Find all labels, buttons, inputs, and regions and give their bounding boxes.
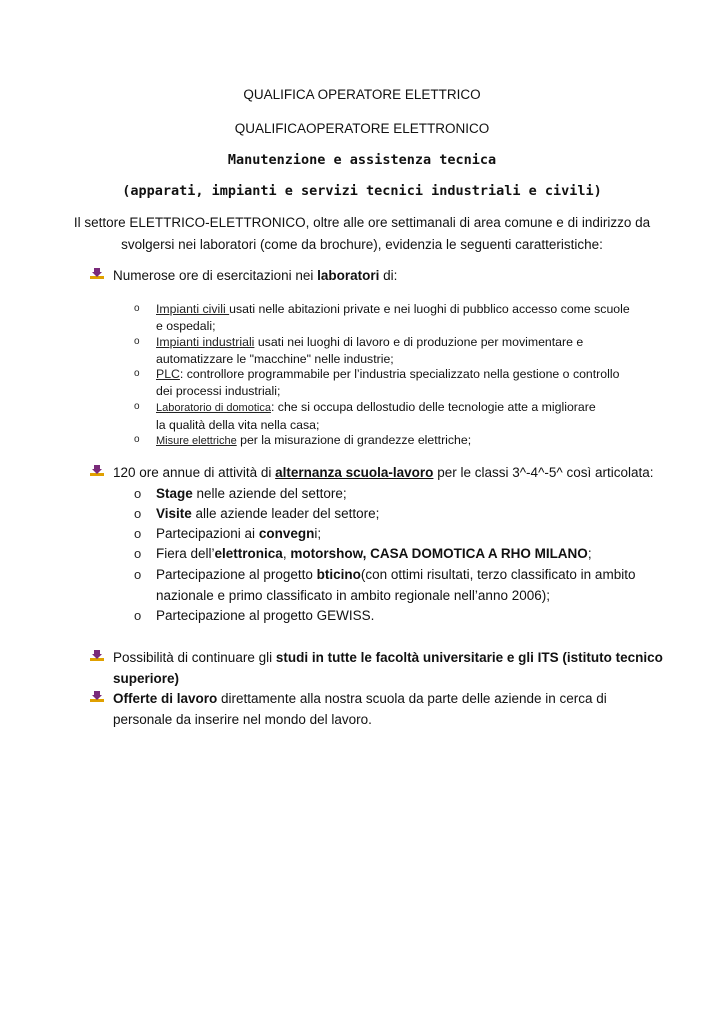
circle-bullet-icon: o (134, 506, 142, 521)
circle-bullet-icon: o (134, 608, 142, 623)
circle-bullet-icon: o (134, 546, 142, 561)
arrow-down-icon (90, 649, 104, 663)
item-text: usati nei luoghi di lavoro e di produzione per movimentare e (254, 335, 584, 349)
bullet-text: per le classi 3^-4^-5^ così articolata: (433, 465, 654, 480)
item-bold: Stage (156, 486, 193, 501)
bullet-bold: Offerte di lavoro (113, 691, 218, 706)
item-text: alle aziende leader del settore; (191, 506, 380, 521)
item-bold: elettronica (214, 546, 283, 561)
item-text: nazionale e primo classificato in ambito regionale nell’anno 2006); (156, 587, 550, 603)
item-text: per la misurazione di grandezze elettriche; (236, 433, 472, 447)
item-text: , (282, 546, 291, 561)
title-operatore-elettrico: QUALIFICA OPERATORE ELETTRICO (243, 87, 481, 102)
bullet-text: Possibilità di continuare gli (113, 650, 276, 665)
item-text: nelle aziende del settore; (192, 486, 347, 501)
item-text: la qualità della vita nella casa; (156, 417, 320, 432)
bullet-text: Numerose ore di esercitazioni nei (113, 268, 318, 283)
item-text: i; (314, 526, 322, 541)
item-link[interactable]: Laboratorio di domotica (156, 402, 271, 414)
item-text: : che si occupa dellostudio delle tecnologie atte a migliorare (270, 400, 596, 414)
item-text: : controllore programmabile per l’industria specializzato nella gestione o controllo (179, 367, 620, 381)
circle-bullet-icon: o (134, 567, 142, 582)
circle-bullet-icon: o (134, 336, 140, 347)
circle-bullet-icon: o (134, 368, 140, 379)
title-apparati: (apparati, impianti e servizi tecnici industriali e civili) (122, 183, 602, 199)
item-text: ; (587, 546, 592, 561)
arrow-down-icon (90, 690, 104, 704)
intro-line: Il settore ELETTRICO-ELETTRONICO, oltre alle ore settimanali di area comune e di indirizzo da (73, 215, 651, 230)
bullet-bold: superiore) (113, 671, 180, 686)
item-bold: convegn (258, 526, 315, 541)
item-text: (con ottimi risultati, terzo classificato in ambito (360, 567, 636, 582)
item-bold: bticino (316, 567, 361, 582)
circle-bullet-icon: o (134, 303, 140, 314)
item-link[interactable]: Impianti civili (156, 302, 230, 316)
item-text: usati nelle abitazioni private e nei luoghi di pubblico accesso come scuole (229, 302, 630, 316)
arrow-down-icon (90, 464, 104, 478)
item-text: e ospedali; (156, 318, 216, 333)
item-link[interactable]: Misure elettriche (156, 435, 237, 447)
item-text: dei processi industriali; (156, 383, 281, 398)
item-link[interactable]: Impianti industriali (156, 335, 255, 349)
bullet-text: 120 ore annue di attività di (113, 465, 276, 480)
bullet-text: direttamente alla nostra scuola da parte delle aziende in cerca di (217, 691, 607, 706)
item-text: Partecipazione al progetto (156, 567, 317, 582)
circle-bullet-icon: o (134, 434, 140, 445)
item-text: Fiera dell’ (156, 546, 215, 561)
item-text: Partecipazione al progetto GEWISS. (156, 608, 375, 623)
bullet-bold: studi in tutte le facoltà universitarie e gli ITS (istituto tecnico (275, 650, 663, 665)
bullet-text: personale da inserire nel mondo del lavoro. (113, 712, 372, 727)
item-text: automatizzare le "macchine" nelle industrie; (156, 351, 394, 366)
intro-paragraph (60, 212, 664, 256)
circle-bullet-icon: o (134, 526, 142, 541)
title-operatore-elettronico: QUALIFICAOPERATORE ELETTRONICO (234, 121, 490, 136)
bullet-text: di: (379, 268, 398, 283)
circle-bullet-icon: o (134, 486, 142, 501)
item-link[interactable]: PLC (156, 367, 180, 381)
item-text: Partecipazioni ai (156, 526, 259, 541)
intro-line: svolgersi nei laboratori (come da brochure), evidenzia le seguenti caratteristiche: (121, 237, 603, 252)
bullet-bold: laboratori (317, 268, 380, 283)
circle-bullet-icon: o (134, 401, 140, 412)
item-bold: Visite (156, 506, 192, 521)
title-manutenzione: Manutenzione e assistenza tecnica (227, 152, 497, 168)
bullet-bold: alternanza scuola-lavoro (275, 465, 434, 480)
arrow-down-icon (90, 267, 104, 281)
item-bold: motorshow, CASA DOMOTICA A RHO MILANO (290, 546, 588, 561)
